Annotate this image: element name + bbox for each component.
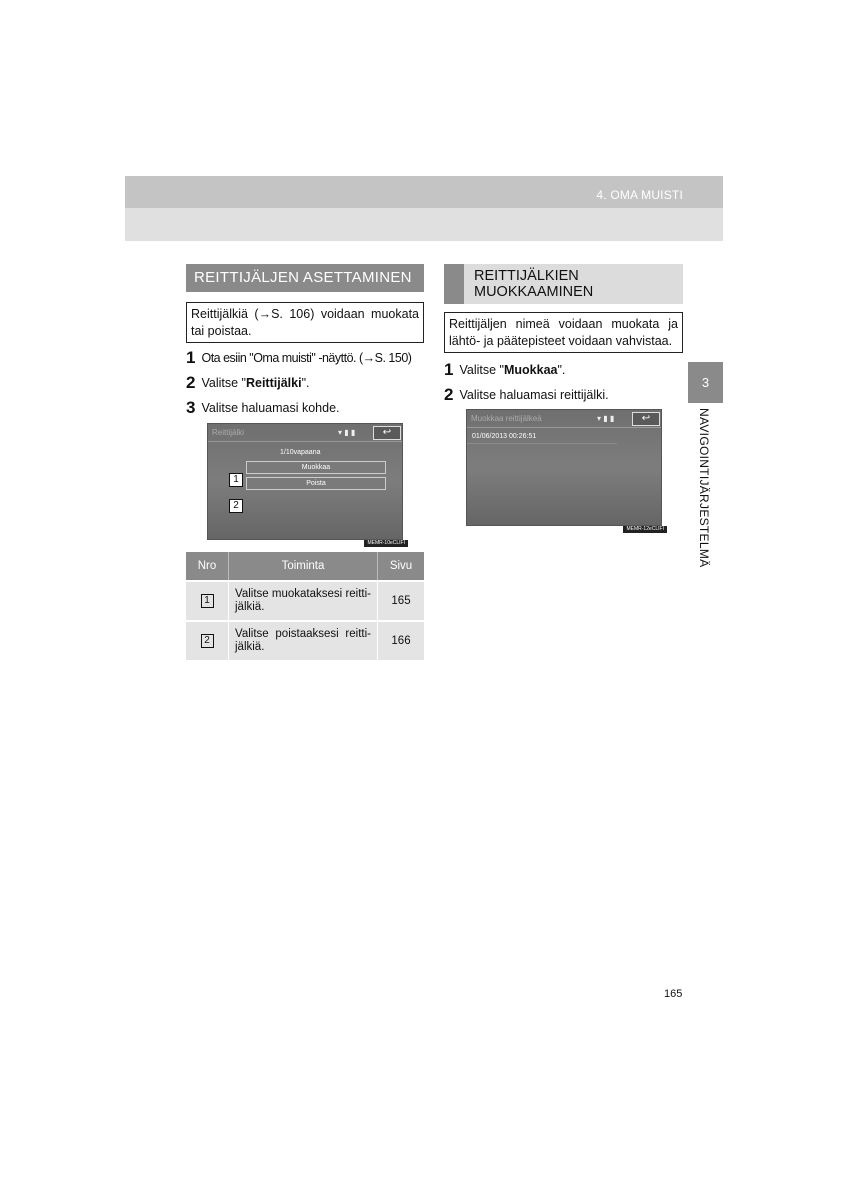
edit-button[interactable]: Muokkaa — [246, 461, 386, 474]
step-left-2: 2 Valitse "Reittijälki". — [186, 373, 310, 392]
col-nro: Nro — [186, 552, 229, 581]
header-band — [125, 176, 723, 208]
row-page: 165 — [378, 581, 425, 621]
function-table — [186, 552, 424, 660]
table-row — [186, 621, 424, 660]
step-left-3: 3 Valitse haluamasi kohde. — [186, 398, 340, 417]
intro-box-left: Reittijälkiä (→S. 106) voidaan muokata tai poistaa. — [186, 302, 424, 343]
screen-title: Muokkaa reittijälkeä — [471, 414, 542, 423]
intro-box-right: Reittijäljen nimeä voidaan muokata ja lähtö- ja päätepisteet voidaan vahvistaa. — [444, 312, 683, 353]
col-sivu: Sivu — [378, 552, 425, 581]
image-code: MEMR-12eCLIFI — [623, 526, 667, 533]
section-title-left: REITTIJÄLJEN ASETTAMINEN — [186, 264, 424, 292]
col-toiminta: Toiminta — [229, 552, 378, 581]
back-icon[interactable]: ↩ — [632, 412, 660, 426]
header-subband — [125, 208, 723, 241]
row-action: Valitse muokataksesi reitti-jälkiä. — [229, 581, 378, 621]
step-left-1: 1 Ota esiin "Oma muisti" -näyttö. (→S. 150) — [186, 348, 412, 367]
screen-title: Reittijälki — [212, 428, 245, 437]
screenshot-route-trace — [207, 423, 405, 546]
callout-2: 2 — [229, 499, 243, 513]
row-number: 1 — [201, 594, 214, 608]
step-right-2: 2 Valitse haluamasi reittijälki. — [444, 385, 609, 404]
step-right-1: 1 Valitse "Muokkaa". — [444, 360, 566, 379]
status-icons: ▾ ▮ ▮ — [338, 428, 356, 437]
section-title-line-2: MUOKKAAMINEN — [474, 284, 594, 300]
page-number: 165 — [664, 988, 683, 1000]
chapter-side-label: NAVIGOINTIJÄRJESTELMÄ — [697, 408, 711, 568]
route-trace-entry[interactable]: 01/06/2013 00:26:51 — [472, 433, 537, 440]
row-page: 166 — [378, 621, 425, 660]
back-icon[interactable]: ↩ — [373, 426, 401, 440]
delete-button[interactable]: Poista — [246, 477, 386, 490]
section-title-right — [444, 264, 683, 304]
chapter-tab: 3 — [688, 362, 723, 403]
row-number: 2 — [201, 634, 214, 648]
status-icons: ▾ ▮ ▮ — [597, 414, 615, 423]
section-title-line-1: REITTIJÄLKIEN — [474, 268, 579, 284]
chapter-title: 4. OMA MUISTI — [596, 188, 683, 202]
capacity-label: 1/10vapaana — [280, 449, 321, 456]
image-code: MEMR-10eCLIFI — [364, 540, 408, 547]
callout-1: 1 — [229, 473, 243, 487]
screenshot-edit-trace — [466, 409, 664, 532]
table-row — [186, 581, 424, 621]
row-action: Valitse poistaaksesi reitti-jälkiä. — [229, 621, 378, 660]
